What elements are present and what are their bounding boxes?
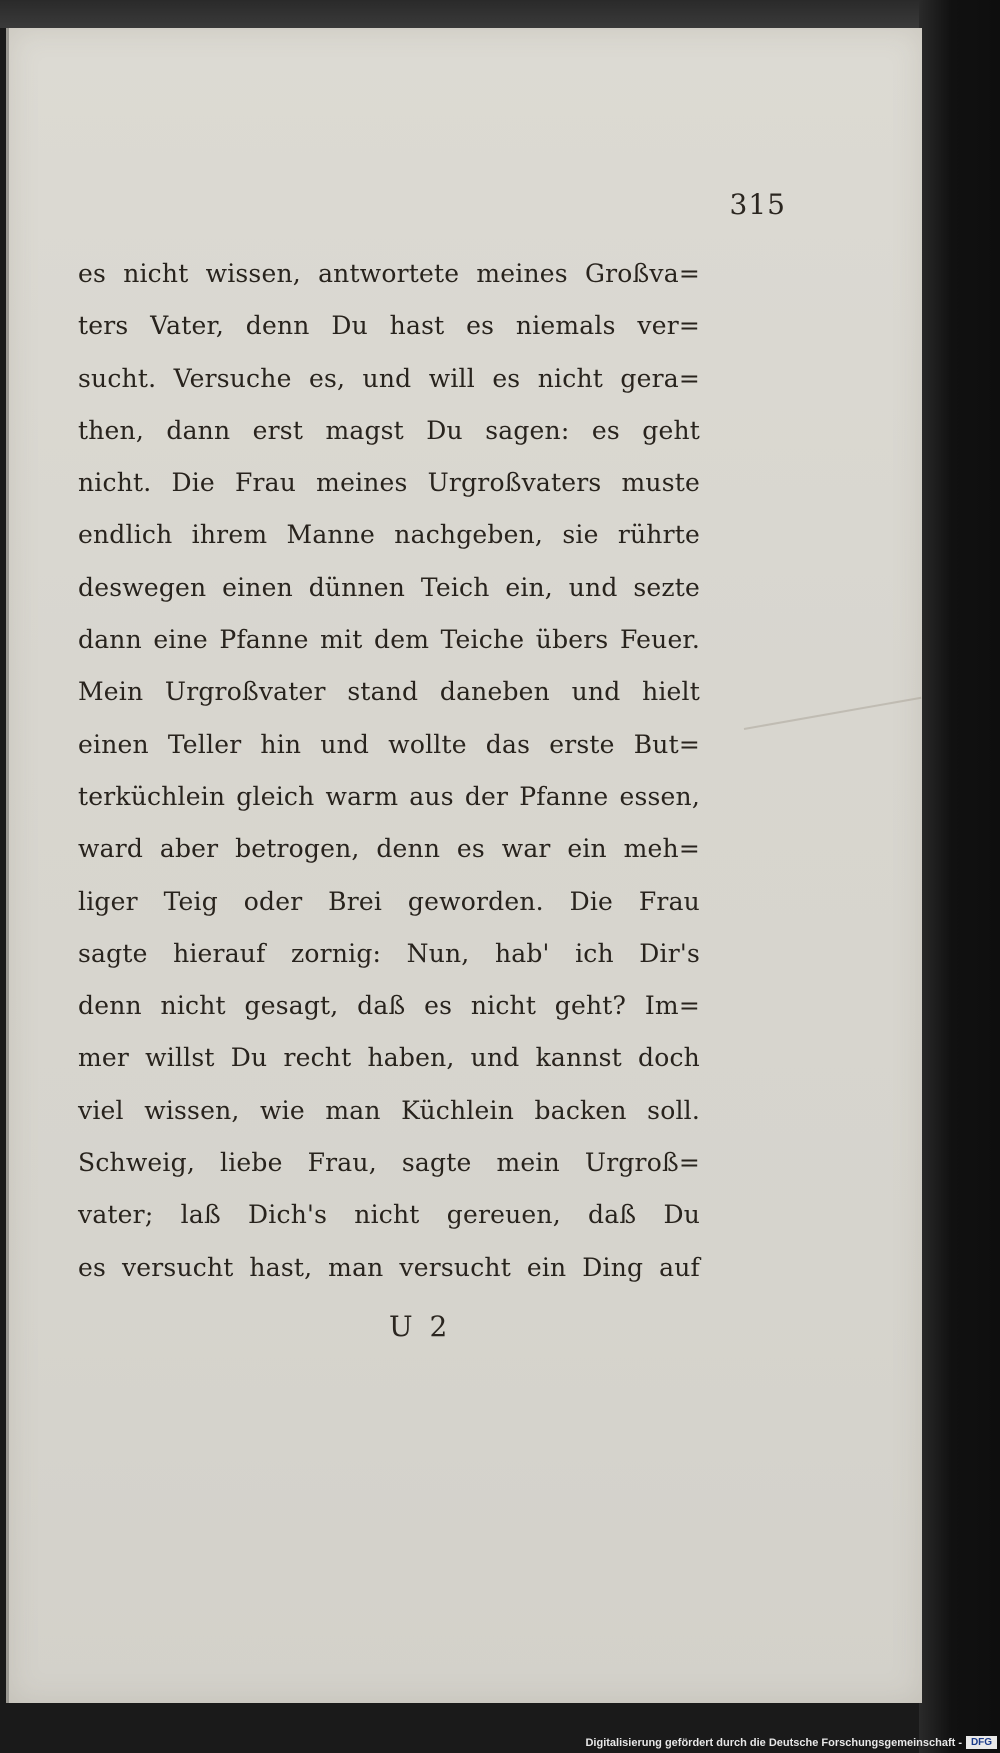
text-line: es versucht hast, man versucht ein Ding auf <box>78 1252 700 1282</box>
text-line: nicht. Die Frau meines Urgroßvaters muste <box>78 468 700 498</box>
text-line: terküchlein gleich warm aus der Pfanne essen, <box>78 781 700 811</box>
text-line: deswegen einen dünnen Teich ein, und sezte <box>78 572 700 602</box>
text-line: ters Vater, denn Du hast es niemals ver= <box>78 311 700 341</box>
text-line: sagte hierauf zornig: Nun, hab' ich Dir's <box>78 938 700 968</box>
digitization-credit: Digitalisierung gefördert durch die Deutsche Forschungsgemeinschaft - <box>585 1737 962 1749</box>
text-line: es nicht wissen, antwortete meines Großva= <box>78 259 700 288</box>
text-line: endlich ihrem Manne nachgeben, sie rührte <box>78 520 700 550</box>
dfg-logo: DFG <box>966 1736 997 1749</box>
book-spine-shadow <box>919 0 1000 1753</box>
scan-top-edge <box>0 0 1000 28</box>
text-line: dann eine Pfanne mit dem Teiche übers Feuer. <box>78 625 700 655</box>
page-crease <box>744 697 922 730</box>
text-line: Schweig, liebe Frau, sagte mein Urgroß= <box>78 1148 700 1178</box>
text-line: then, dann erst magst Du sagen: es geht <box>78 415 700 445</box>
text-line: sucht. Versuche es, und will es nicht gera= <box>78 363 700 393</box>
text-line: vater; laß Dich's nicht gereuen, daß Du <box>78 1200 700 1230</box>
text-line: Mein Urgroßvater stand daneben und hielt <box>78 677 700 707</box>
text-line: einen Teller hin und wollte das erste But= <box>78 729 700 759</box>
page-number: 315 <box>729 188 786 221</box>
text-line: viel wissen, wie man Küchlein backen soll. <box>78 1095 700 1125</box>
text-line: liger Teig oder Brei geworden. Die Frau <box>78 886 700 916</box>
text-line: ward aber betrogen, denn es war ein meh= <box>78 834 700 864</box>
body-text <box>78 248 700 1294</box>
text-line: mer willst Du recht haben, und kannst doch <box>78 1043 700 1073</box>
text-line: denn nicht gesagt, daß es nicht geht? Im= <box>78 991 700 1021</box>
signature-mark: U 2 <box>389 1310 452 1343</box>
